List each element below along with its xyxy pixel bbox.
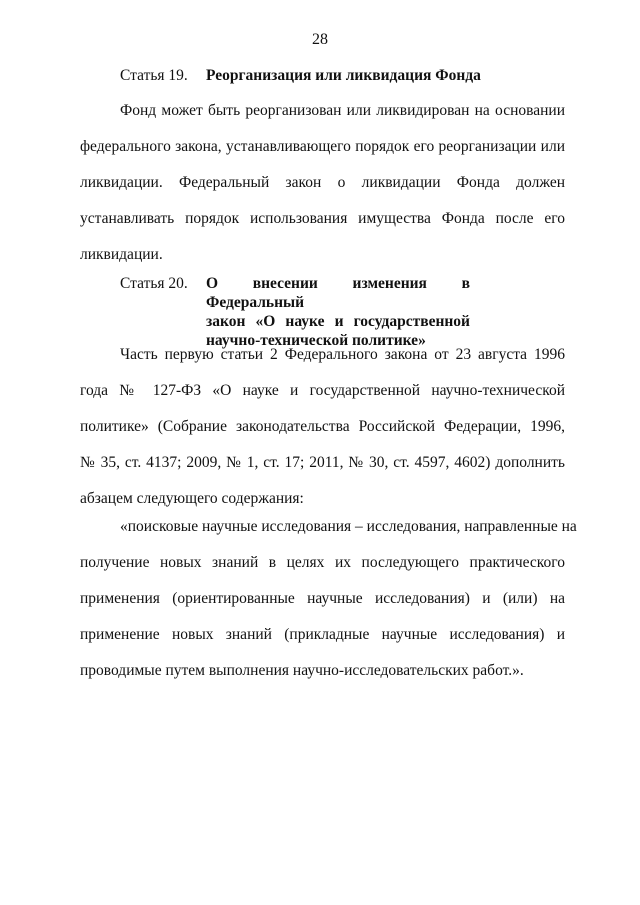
article-20-line-3: политике» (Собрание законодательства Российской Федерации, 1996, [80,418,565,435]
quote-line-2: получение новых знаний в целях их последующего практического [80,554,565,571]
article-20-title-line-3: научно-технической политике» [206,332,426,349]
article-19-title: Реорганизация или ликвидация Фонда [206,67,481,84]
article-20-line-2: года № 127-ФЗ «О науке и государственной научно-технической [80,382,565,399]
article-19-number: Статья 19. [120,67,188,84]
article-19-line-2: федерального закона, устанавливающего порядок его реорганизации или [80,138,565,155]
article-20-title-line-2: закон «О науке и государственной [206,313,470,330]
quote-line-4: применение новых знаний (прикладные научные исследования) и [80,626,565,643]
article-20-title-line-1: О внесении изменения в Федеральный [206,275,470,311]
article-20-title [206,274,470,350]
quote-line-1: «поисковые научные исследования – исследования, направленные на [120,518,577,535]
article-19-line-1: Фонд может быть реорганизован или ликвидирован на основании [120,102,565,119]
article-20-body [80,345,565,525]
article-20-line-5: абзацем следующего содержания: [80,490,304,507]
article-20-line-1: Часть первую статьи 2 Федерального закона от 23 августа 1996 [120,346,565,363]
quote-line-5: проводимые путем выполнения научно-исследовательских работ.». [80,662,524,679]
page-number: 28 [312,31,328,48]
article-19-line-3: ликвидации. Федеральный закон о ликвидации Фонда должен [80,174,565,191]
article-19-line-5: ликвидации. [80,246,163,263]
article-19-body [80,101,565,281]
article-20-quote [80,517,577,697]
quote-line-3: применения (ориентированные научные исследования) и (или) на [80,590,565,607]
article-20-number: Статья 20. [120,275,188,292]
article-20-line-4: № 35, ст. 4137; 2009, № 1, ст. 17; 2011, № 30, ст. 4597, 4602) дополнить [80,454,565,471]
article-19-line-4: устанавливать порядок использования имущества Фонда после его [80,210,565,227]
